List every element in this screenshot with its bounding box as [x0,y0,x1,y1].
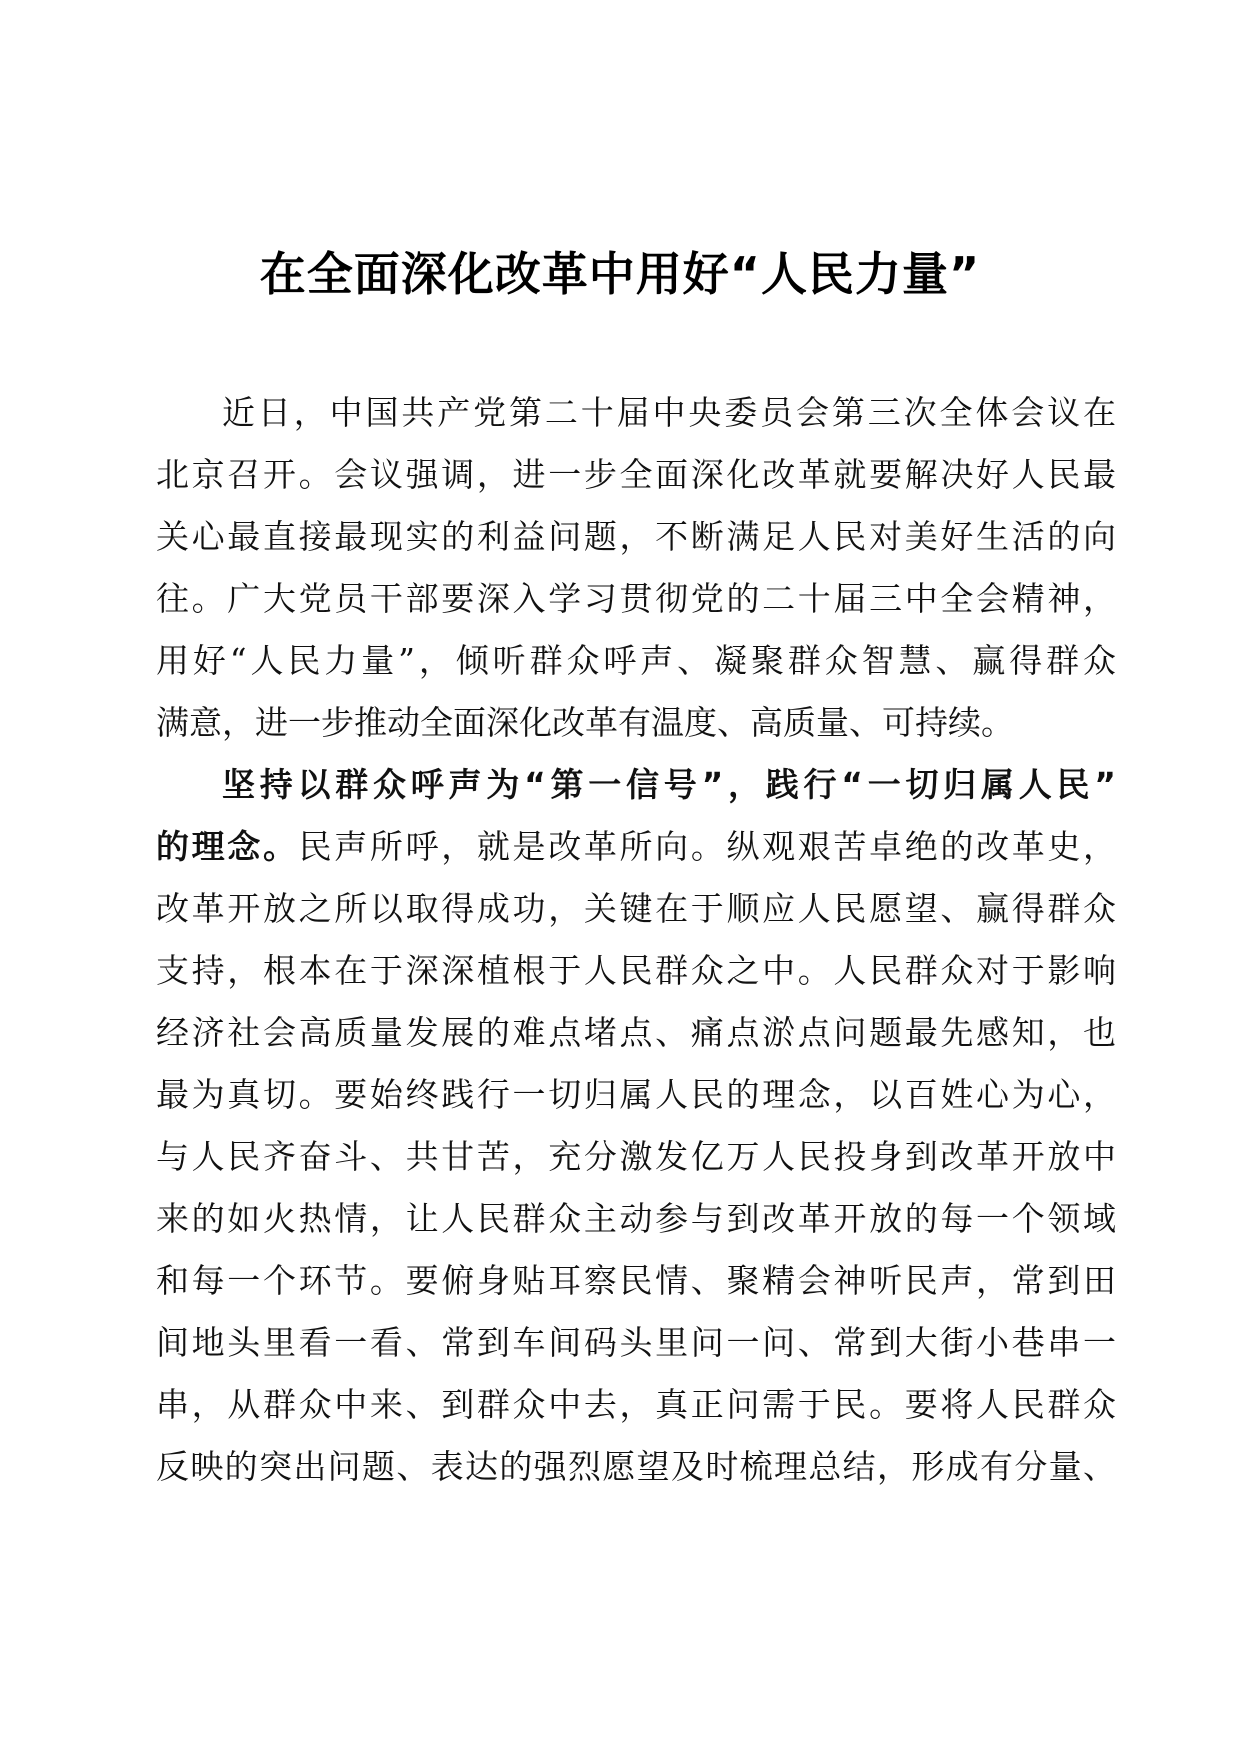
paragraph-text: 民声所呼，就是改革所向。纵观艰苦卓绝的改革史， [298,827,1117,866]
paragraph-line: 用好“人民力量”，倾听群众呼声、凝聚群众智慧、赢得群众 [156,641,1116,680]
paragraph-line: 与人民齐奋斗、共甘苦，充分激发亿万人民投身到改革开放中 [156,1137,1116,1176]
document-body [156,382,1116,1498]
paragraph-line: 支持，根本在于深深植根于人民群众之中。人民群众对于影响 [156,951,1116,990]
paragraph-line: 间地头里看一看、常到车间码头里问一问、常到大街小巷串一 [156,1323,1116,1362]
paragraph-line: 反映的突出问题、表达的强烈愿望及时梳理总结，形成有分量、 [156,1447,1116,1486]
paragraph-line: 近日，中国共产党第二十届中央委员会第三次全体会议在 [222,393,1116,432]
paragraph-line: 往。广大党员干部要深入学习贯彻党的二十届三中全会精神， [156,579,1116,618]
section-heading: 坚持以群众呼声为“第一信号”，践行“一切归属人民” [222,765,1116,804]
paragraph-line: 串，从群众中来、到群众中去，真正问需于民。要将人民群众 [156,1385,1116,1424]
paragraph-line: 满意，进一步推动全面深化改革有温度、高质量、可持续。 [156,703,1014,742]
paragraph-line: 来的如火热情，让人民群众主动参与到改革开放的每一个领域 [156,1199,1116,1238]
paragraph-line: 北京召开。会议强调，进一步全面深化改革就要解决好人民最 [156,455,1116,494]
paragraph-line: 和每一个环节。要俯身贴耳察民情、聚精会神听民声，常到田 [156,1261,1116,1300]
paragraph-line: 经济社会高质量发展的难点堵点、痛点淤点问题最先感知，也 [156,1013,1116,1052]
paragraph-line: 改革开放之所以取得成功，关键在于顺应人民愿望、赢得群众 [156,889,1116,928]
paragraph-line: 关心最直接最现实的利益问题，不断满足人民对美好生活的向 [156,517,1116,556]
document-title: 在全面深化改革中用好“人民力量” [259,247,981,301]
section-heading-end: 的理念。 [156,827,299,866]
paragraph-line [156,816,1116,878]
paragraph-line: 最为真切。要始终践行一切归属人民的理念，以百姓心为心， [156,1075,1116,1114]
